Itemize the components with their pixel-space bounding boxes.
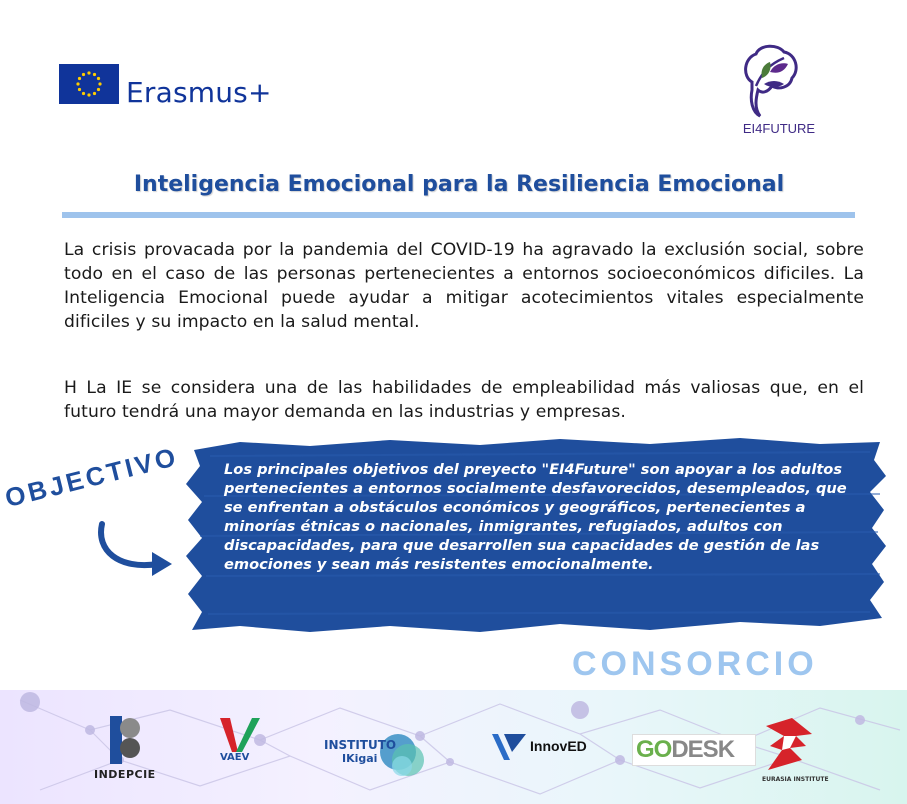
eurasia-label: EURASIA INSTITUTE [762,776,829,783]
vaev-label: VAEV [220,752,250,763]
godesk-label-desk: DESK [671,736,735,763]
employability-paragraph: H La IE se considera una de las habilidades de empleabilidad más valiosas que, en el futuro tendrá una mayor demanda en las industrias y empresas. [64,378,864,422]
intro-paragraph: La crisis provacada por la pandemia del COVID-19 ha agravado la exclusión social, sobre todo en el caso de las personas pertenecientes a entornos socioeconómicos dificiles. La Inteligencia Emocional puede ayudar a mitigar acotecimientos vitales especialmente dificiles y su impacto en la salud mental. [64,240,864,332]
page-title: Inteligencia Emocional para la Resiliencia Emocional [133,172,785,197]
ikigai-label-line2: IKigai [342,752,378,765]
title-underline [62,212,855,218]
objective-text: Los principales objetivos del preyecto "EI4Future" son apoyar a los adultos pertenecientes a entornos socialmente desfavorecidos, desempleados, que se enfrentan a obstáculos económicos y geográficos, pertenecientes a minorías étnicas o nacionales, inmigrantes, refugiados, adultos con discapacidades, para que desarrollen sua capacidades de gestión de las emociones y sean más resistentes emocionalmente. [224,461,847,573]
consortium-heading: CONSORCIO [572,645,818,683]
godesk-label [636,736,734,764]
erasmus-logo-text: Erasmus+ [126,76,272,109]
eu-flag-icon [59,64,119,104]
partner-logos-footer [0,690,907,804]
innoved-label: InnovED [530,738,587,754]
eurasia-logo-icon [762,716,818,774]
brain-leaf-logo-icon [740,42,800,120]
curved-arrow-icon [92,520,182,582]
godesk-label-go: GO [636,736,672,763]
innoved-logo-icon [490,730,530,764]
objective-label: OBJECTIVO [2,441,182,514]
project-logo-text: EI4FUTURE [742,121,816,136]
ikigai-label-line1: INSTITUTO [324,738,397,752]
indepcie-label: INDEPCIE [94,768,156,781]
